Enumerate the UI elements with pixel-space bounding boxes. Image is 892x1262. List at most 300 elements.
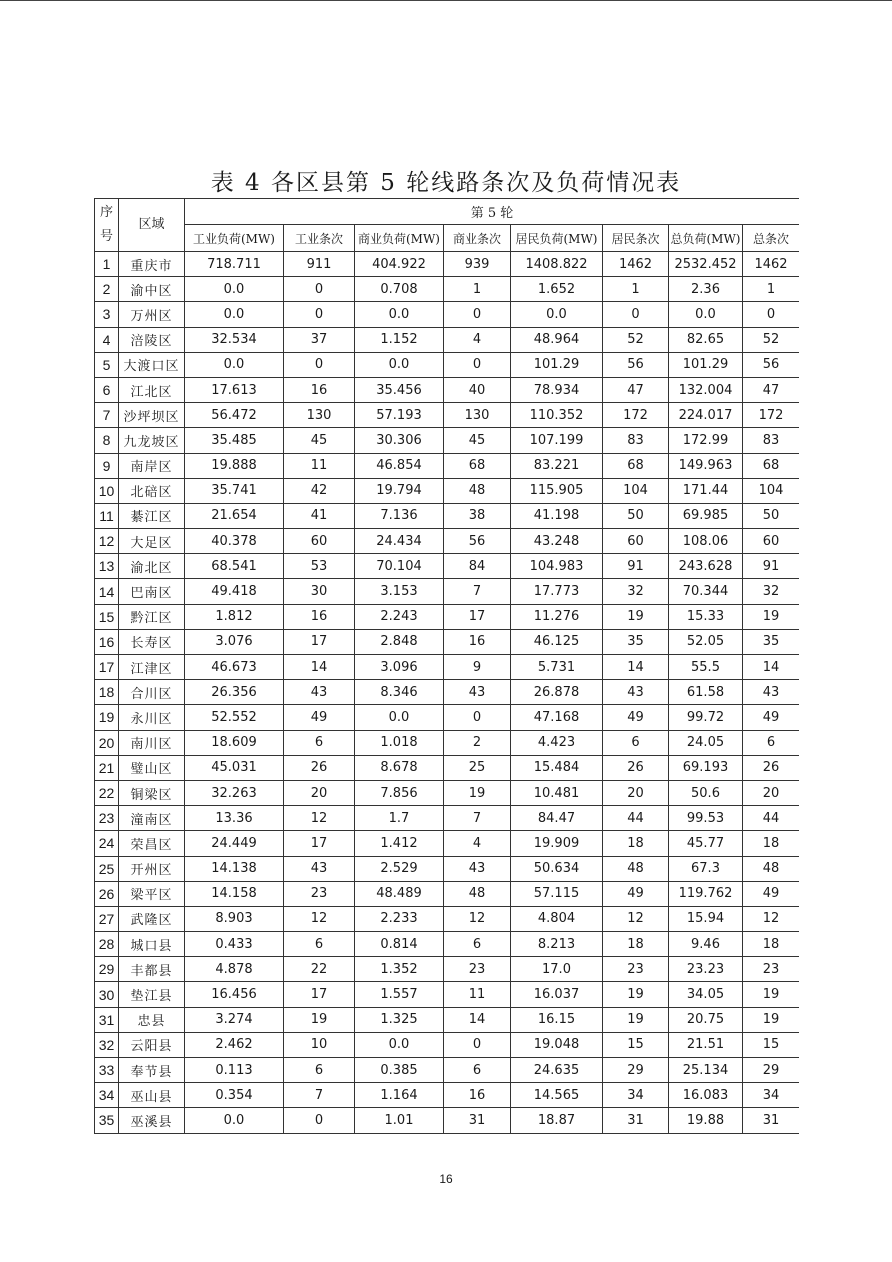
table-cell: 70.104 bbox=[355, 554, 444, 579]
table-cell: 19.88 bbox=[669, 1108, 743, 1133]
table-cell: 14.565 bbox=[511, 1083, 603, 1108]
table-cell: 20 bbox=[743, 780, 800, 805]
table-cell: 1.412 bbox=[355, 831, 444, 856]
table-cell: 4 bbox=[444, 831, 511, 856]
row-index: 15 bbox=[95, 604, 119, 629]
table-cell: 0.0 bbox=[355, 1032, 444, 1057]
table-cell: 23 bbox=[603, 957, 669, 982]
table-cell: 0 bbox=[284, 277, 355, 302]
table-cell: 84 bbox=[444, 554, 511, 579]
table-cell: 21.654 bbox=[185, 503, 284, 528]
table-cell: 30.306 bbox=[355, 428, 444, 453]
table-row bbox=[95, 377, 800, 402]
row-region: 云阳县 bbox=[119, 1032, 185, 1057]
table-cell: 14.138 bbox=[185, 856, 284, 881]
row-region: 大足区 bbox=[119, 529, 185, 554]
table-cell: 3.096 bbox=[355, 655, 444, 680]
row-region: 开州区 bbox=[119, 856, 185, 881]
column-header: 工业负荷(MW) bbox=[185, 225, 284, 252]
table-cell: 0.113 bbox=[185, 1058, 284, 1083]
table-cell: 0.433 bbox=[185, 932, 284, 957]
table-cell: 26 bbox=[603, 755, 669, 780]
table-cell: 1.7 bbox=[355, 806, 444, 831]
table-cell: 0 bbox=[444, 705, 511, 730]
row-index: 7 bbox=[95, 403, 119, 428]
table-cell: 12 bbox=[444, 906, 511, 931]
table-cell: 0.814 bbox=[355, 932, 444, 957]
table-cell: 4.878 bbox=[185, 957, 284, 982]
table-row bbox=[95, 655, 800, 680]
table-cell: 29 bbox=[603, 1058, 669, 1083]
table-cell: 29 bbox=[743, 1058, 800, 1083]
load-table bbox=[94, 198, 799, 1134]
table-cell: 19 bbox=[743, 1007, 800, 1032]
table-cell: 130 bbox=[444, 403, 511, 428]
table-cell: 19 bbox=[603, 1007, 669, 1032]
table-cell: 26.878 bbox=[511, 680, 603, 705]
table-cell: 0.385 bbox=[355, 1058, 444, 1083]
table-cell: 19 bbox=[603, 982, 669, 1007]
table-row bbox=[95, 881, 800, 906]
table-row bbox=[95, 403, 800, 428]
table-cell: 0.0 bbox=[511, 302, 603, 327]
table-cell: 0 bbox=[444, 302, 511, 327]
table-cell: 32 bbox=[603, 579, 669, 604]
table-cell: 19.794 bbox=[355, 478, 444, 503]
table-cell: 50.6 bbox=[669, 780, 743, 805]
row-index: 16 bbox=[95, 629, 119, 654]
table-cell: 24.434 bbox=[355, 529, 444, 554]
row-index: 11 bbox=[95, 503, 119, 528]
row-region: 沙坪坝区 bbox=[119, 403, 185, 428]
table-row bbox=[95, 604, 800, 629]
table-cell: 45 bbox=[284, 428, 355, 453]
table-cell: 1.325 bbox=[355, 1007, 444, 1032]
table-row bbox=[95, 1083, 800, 1108]
table-cell: 132.004 bbox=[669, 377, 743, 402]
table-cell: 23 bbox=[444, 957, 511, 982]
table-cell: 224.017 bbox=[669, 403, 743, 428]
table-cell: 14 bbox=[444, 1007, 511, 1032]
table-cell: 48.489 bbox=[355, 881, 444, 906]
table-cell: 15 bbox=[603, 1032, 669, 1057]
table-cell: 1 bbox=[444, 277, 511, 302]
row-index: 19 bbox=[95, 705, 119, 730]
table-cell: 78.934 bbox=[511, 377, 603, 402]
row-index: 17 bbox=[95, 655, 119, 680]
table-cell: 12 bbox=[603, 906, 669, 931]
table-cell: 84.47 bbox=[511, 806, 603, 831]
page-number: 16 bbox=[439, 1172, 453, 1186]
table-cell: 26.356 bbox=[185, 680, 284, 705]
table-cell: 56 bbox=[444, 529, 511, 554]
table-row bbox=[95, 1058, 800, 1083]
table-cell: 35.485 bbox=[185, 428, 284, 453]
row-region: 城口县 bbox=[119, 932, 185, 957]
table-cell: 48 bbox=[444, 881, 511, 906]
table-cell: 18.87 bbox=[511, 1108, 603, 1133]
table-cell: 34.05 bbox=[669, 982, 743, 1007]
table-cell: 911 bbox=[284, 252, 355, 277]
table-row bbox=[95, 932, 800, 957]
table-cell: 14 bbox=[284, 655, 355, 680]
table-cell: 172 bbox=[743, 403, 800, 428]
row-index: 33 bbox=[95, 1058, 119, 1083]
table-cell: 0.0 bbox=[355, 705, 444, 730]
table-cell: 101.29 bbox=[669, 352, 743, 377]
table-cell: 49 bbox=[284, 705, 355, 730]
table-cell: 52 bbox=[603, 327, 669, 352]
table-cell: 57.115 bbox=[511, 881, 603, 906]
table-cell: 20 bbox=[603, 780, 669, 805]
table-cell: 23.23 bbox=[669, 957, 743, 982]
table-row bbox=[95, 831, 800, 856]
table-cell: 20 bbox=[284, 780, 355, 805]
row-region: 合川区 bbox=[119, 680, 185, 705]
table-cell: 17 bbox=[284, 982, 355, 1007]
table-cell: 19.888 bbox=[185, 453, 284, 478]
row-region: 忠县 bbox=[119, 1007, 185, 1032]
row-index: 9 bbox=[95, 453, 119, 478]
table-row bbox=[95, 1108, 800, 1133]
table-row bbox=[95, 730, 800, 755]
table-cell: 3.076 bbox=[185, 629, 284, 654]
table-cell: 56 bbox=[743, 352, 800, 377]
table-cell: 6 bbox=[603, 730, 669, 755]
table-cell: 7 bbox=[284, 1083, 355, 1108]
table-cell: 17 bbox=[444, 604, 511, 629]
table-cell: 12 bbox=[284, 906, 355, 931]
header-index bbox=[95, 199, 119, 252]
table-cell: 52.05 bbox=[669, 629, 743, 654]
table-row bbox=[95, 705, 800, 730]
table-cell: 25.134 bbox=[669, 1058, 743, 1083]
table-cell: 0.0 bbox=[669, 302, 743, 327]
table-cell: 4 bbox=[444, 327, 511, 352]
table-cell: 56.472 bbox=[185, 403, 284, 428]
row-index: 24 bbox=[95, 831, 119, 856]
table-cell: 3.274 bbox=[185, 1007, 284, 1032]
table-cell: 15.484 bbox=[511, 755, 603, 780]
row-index: 10 bbox=[95, 478, 119, 503]
table-cell: 99.72 bbox=[669, 705, 743, 730]
table-cell: 50 bbox=[603, 503, 669, 528]
row-region: 巴南区 bbox=[119, 579, 185, 604]
table-cell: 19 bbox=[743, 982, 800, 1007]
table-cell: 1.652 bbox=[511, 277, 603, 302]
table-cell: 0.0 bbox=[185, 1108, 284, 1133]
row-region: 涪陵区 bbox=[119, 327, 185, 352]
table-body bbox=[95, 252, 800, 1134]
table-cell: 1.018 bbox=[355, 730, 444, 755]
table-cell: 31 bbox=[743, 1108, 800, 1133]
table-cell: 43 bbox=[444, 856, 511, 881]
table-cell: 31 bbox=[603, 1108, 669, 1133]
row-region: 巫山县 bbox=[119, 1083, 185, 1108]
row-index: 32 bbox=[95, 1032, 119, 1057]
table-cell: 243.628 bbox=[669, 554, 743, 579]
table-row bbox=[95, 252, 800, 277]
table-cell: 19 bbox=[284, 1007, 355, 1032]
row-region: 璧山区 bbox=[119, 755, 185, 780]
table-cell: 0.708 bbox=[355, 277, 444, 302]
row-index: 23 bbox=[95, 806, 119, 831]
table-cell: 1462 bbox=[603, 252, 669, 277]
table-cell: 43.248 bbox=[511, 529, 603, 554]
table-cell: 18 bbox=[743, 932, 800, 957]
table-cell: 1462 bbox=[743, 252, 800, 277]
table-cell: 48 bbox=[743, 856, 800, 881]
table-cell: 8.346 bbox=[355, 680, 444, 705]
table-cell: 1.557 bbox=[355, 982, 444, 1007]
row-region: 铜梁区 bbox=[119, 780, 185, 805]
table-cell: 49 bbox=[743, 705, 800, 730]
table-cell: 52 bbox=[743, 327, 800, 352]
table-row bbox=[95, 453, 800, 478]
table-cell: 8.678 bbox=[355, 755, 444, 780]
table-cell: 17.613 bbox=[185, 377, 284, 402]
row-region: 黔江区 bbox=[119, 604, 185, 629]
row-region: 梁平区 bbox=[119, 881, 185, 906]
table-cell: 30 bbox=[284, 579, 355, 604]
table-cell: 68.541 bbox=[185, 554, 284, 579]
table-cell: 119.762 bbox=[669, 881, 743, 906]
table-cell: 45.031 bbox=[185, 755, 284, 780]
table-cell: 0.0 bbox=[185, 302, 284, 327]
table-row bbox=[95, 856, 800, 881]
table-cell: 31 bbox=[444, 1108, 511, 1133]
table-row bbox=[95, 529, 800, 554]
table-row bbox=[95, 957, 800, 982]
table-cell: 20.75 bbox=[669, 1007, 743, 1032]
table-cell: 50 bbox=[743, 503, 800, 528]
table-cell: 48 bbox=[444, 478, 511, 503]
table-cell: 40 bbox=[444, 377, 511, 402]
table-cell: 172 bbox=[603, 403, 669, 428]
table-cell: 149.963 bbox=[669, 453, 743, 478]
table-cell: 15 bbox=[743, 1032, 800, 1057]
table-cell: 14 bbox=[603, 655, 669, 680]
table-row bbox=[95, 906, 800, 931]
row-index: 25 bbox=[95, 856, 119, 881]
row-region: 南川区 bbox=[119, 730, 185, 755]
row-index: 27 bbox=[95, 906, 119, 931]
table-row bbox=[95, 982, 800, 1007]
table-cell: 19 bbox=[743, 604, 800, 629]
row-region: 渝中区 bbox=[119, 277, 185, 302]
table-cell: 2.848 bbox=[355, 629, 444, 654]
row-region: 九龙坡区 bbox=[119, 428, 185, 453]
table-cell: 0 bbox=[284, 352, 355, 377]
row-index: 21 bbox=[95, 755, 119, 780]
table-row bbox=[95, 1007, 800, 1032]
table-cell: 1.812 bbox=[185, 604, 284, 629]
table-cell: 0.0 bbox=[355, 352, 444, 377]
table-cell: 25 bbox=[444, 755, 511, 780]
header-row-1 bbox=[95, 199, 800, 225]
header-round: 第 5 轮 bbox=[185, 199, 800, 225]
table-cell: 16.456 bbox=[185, 982, 284, 1007]
table-cell: 34 bbox=[603, 1083, 669, 1108]
row-index: 4 bbox=[95, 327, 119, 352]
column-header: 商业条次 bbox=[444, 225, 511, 252]
row-region: 綦江区 bbox=[119, 503, 185, 528]
row-region: 荣昌区 bbox=[119, 831, 185, 856]
row-index: 20 bbox=[95, 730, 119, 755]
table-cell: 1.152 bbox=[355, 327, 444, 352]
table-cell: 16 bbox=[444, 1083, 511, 1108]
row-region: 大渡口区 bbox=[119, 352, 185, 377]
table-cell: 939 bbox=[444, 252, 511, 277]
table-row bbox=[95, 478, 800, 503]
table-cell: 47 bbox=[743, 377, 800, 402]
table-cell: 43 bbox=[444, 680, 511, 705]
table-cell: 48 bbox=[603, 856, 669, 881]
row-region: 南岸区 bbox=[119, 453, 185, 478]
row-region: 江津区 bbox=[119, 655, 185, 680]
table-cell: 43 bbox=[284, 856, 355, 881]
table-cell: 19 bbox=[603, 604, 669, 629]
table-cell: 37 bbox=[284, 327, 355, 352]
table-cell: 1.164 bbox=[355, 1083, 444, 1108]
table-cell: 8.213 bbox=[511, 932, 603, 957]
table-cell: 61.58 bbox=[669, 680, 743, 705]
header-row-2 bbox=[95, 225, 800, 252]
table-cell: 2532.452 bbox=[669, 252, 743, 277]
table-cell: 13.36 bbox=[185, 806, 284, 831]
table-cell: 23 bbox=[284, 881, 355, 906]
table-cell: 49.418 bbox=[185, 579, 284, 604]
table-cell: 12 bbox=[743, 906, 800, 931]
table-row bbox=[95, 780, 800, 805]
table-cell: 24.635 bbox=[511, 1058, 603, 1083]
table-cell: 32.263 bbox=[185, 780, 284, 805]
table-cell: 35.456 bbox=[355, 377, 444, 402]
table-cell: 22 bbox=[284, 957, 355, 982]
table-row bbox=[95, 503, 800, 528]
table-cell: 1 bbox=[743, 277, 800, 302]
table-cell: 41 bbox=[284, 503, 355, 528]
table-cell: 7.136 bbox=[355, 503, 444, 528]
column-header: 居民负荷(MW) bbox=[511, 225, 603, 252]
table-cell: 10.481 bbox=[511, 780, 603, 805]
table-row bbox=[95, 1032, 800, 1057]
table-cell: 43 bbox=[603, 680, 669, 705]
row-region: 巫溪县 bbox=[119, 1108, 185, 1133]
table-cell: 49 bbox=[743, 881, 800, 906]
row-region: 渝北区 bbox=[119, 554, 185, 579]
table-cell: 44 bbox=[603, 806, 669, 831]
row-region: 武隆区 bbox=[119, 906, 185, 931]
table-cell: 52.552 bbox=[185, 705, 284, 730]
table-container bbox=[94, 198, 799, 1134]
table-cell: 6 bbox=[284, 932, 355, 957]
table-cell: 56 bbox=[603, 352, 669, 377]
table-cell: 91 bbox=[603, 554, 669, 579]
table-cell: 60 bbox=[743, 529, 800, 554]
table-cell: 50.634 bbox=[511, 856, 603, 881]
table-cell: 8.903 bbox=[185, 906, 284, 931]
table-cell: 104 bbox=[743, 478, 800, 503]
table-cell: 46.673 bbox=[185, 655, 284, 680]
table-cell: 1.01 bbox=[355, 1108, 444, 1133]
table-cell: 83.221 bbox=[511, 453, 603, 478]
table-cell: 47.168 bbox=[511, 705, 603, 730]
table-cell: 101.29 bbox=[511, 352, 603, 377]
table-cell: 55.5 bbox=[669, 655, 743, 680]
row-index: 35 bbox=[95, 1108, 119, 1133]
table-cell: 2.462 bbox=[185, 1032, 284, 1057]
table-cell: 7 bbox=[444, 806, 511, 831]
row-index: 6 bbox=[95, 377, 119, 402]
row-index: 2 bbox=[95, 277, 119, 302]
row-region: 江北区 bbox=[119, 377, 185, 402]
table-cell: 43 bbox=[743, 680, 800, 705]
table-cell: 6 bbox=[743, 730, 800, 755]
table-cell: 24.449 bbox=[185, 831, 284, 856]
table-cell: 49 bbox=[603, 881, 669, 906]
row-index: 13 bbox=[95, 554, 119, 579]
table-cell: 24.05 bbox=[669, 730, 743, 755]
table-cell: 1 bbox=[603, 277, 669, 302]
table-cell: 4.804 bbox=[511, 906, 603, 931]
table-cell: 46.854 bbox=[355, 453, 444, 478]
table-cell: 21.51 bbox=[669, 1032, 743, 1057]
table-cell: 82.65 bbox=[669, 327, 743, 352]
table-cell: 18 bbox=[603, 932, 669, 957]
table-row bbox=[95, 428, 800, 453]
column-header: 总负荷(MW) bbox=[669, 225, 743, 252]
table-cell: 44 bbox=[743, 806, 800, 831]
row-index: 28 bbox=[95, 932, 119, 957]
table-cell: 5.731 bbox=[511, 655, 603, 680]
table-cell: 17.773 bbox=[511, 579, 603, 604]
table-cell: 4.423 bbox=[511, 730, 603, 755]
row-index: 14 bbox=[95, 579, 119, 604]
table-cell: 6 bbox=[444, 932, 511, 957]
table-cell: 99.53 bbox=[669, 806, 743, 831]
table-cell: 0 bbox=[444, 352, 511, 377]
table-cell: 19 bbox=[444, 780, 511, 805]
table-cell: 7 bbox=[444, 579, 511, 604]
table-cell: 9.46 bbox=[669, 932, 743, 957]
table-cell: 47 bbox=[603, 377, 669, 402]
row-index: 18 bbox=[95, 680, 119, 705]
table-title: 表 4 各区县第 5 轮线路条次及负荷情况表 bbox=[210, 170, 682, 196]
table-cell: 17 bbox=[284, 831, 355, 856]
table-cell: 16.037 bbox=[511, 982, 603, 1007]
table-row bbox=[95, 554, 800, 579]
table-cell: 48.964 bbox=[511, 327, 603, 352]
top-border-line bbox=[0, 0, 892, 1]
table-cell: 108.06 bbox=[669, 529, 743, 554]
table-cell: 1408.822 bbox=[511, 252, 603, 277]
table-row bbox=[95, 680, 800, 705]
table-cell: 107.199 bbox=[511, 428, 603, 453]
row-region: 永川区 bbox=[119, 705, 185, 730]
table-cell: 34 bbox=[743, 1083, 800, 1108]
table-cell: 45 bbox=[444, 428, 511, 453]
column-header: 总条次 bbox=[743, 225, 800, 252]
row-region: 长寿区 bbox=[119, 629, 185, 654]
table-cell: 68 bbox=[603, 453, 669, 478]
table-cell: 69.985 bbox=[669, 503, 743, 528]
table-cell: 16 bbox=[284, 604, 355, 629]
table-cell: 9 bbox=[444, 655, 511, 680]
table-cell: 32.534 bbox=[185, 327, 284, 352]
table-cell: 83 bbox=[603, 428, 669, 453]
table-cell: 26 bbox=[743, 755, 800, 780]
